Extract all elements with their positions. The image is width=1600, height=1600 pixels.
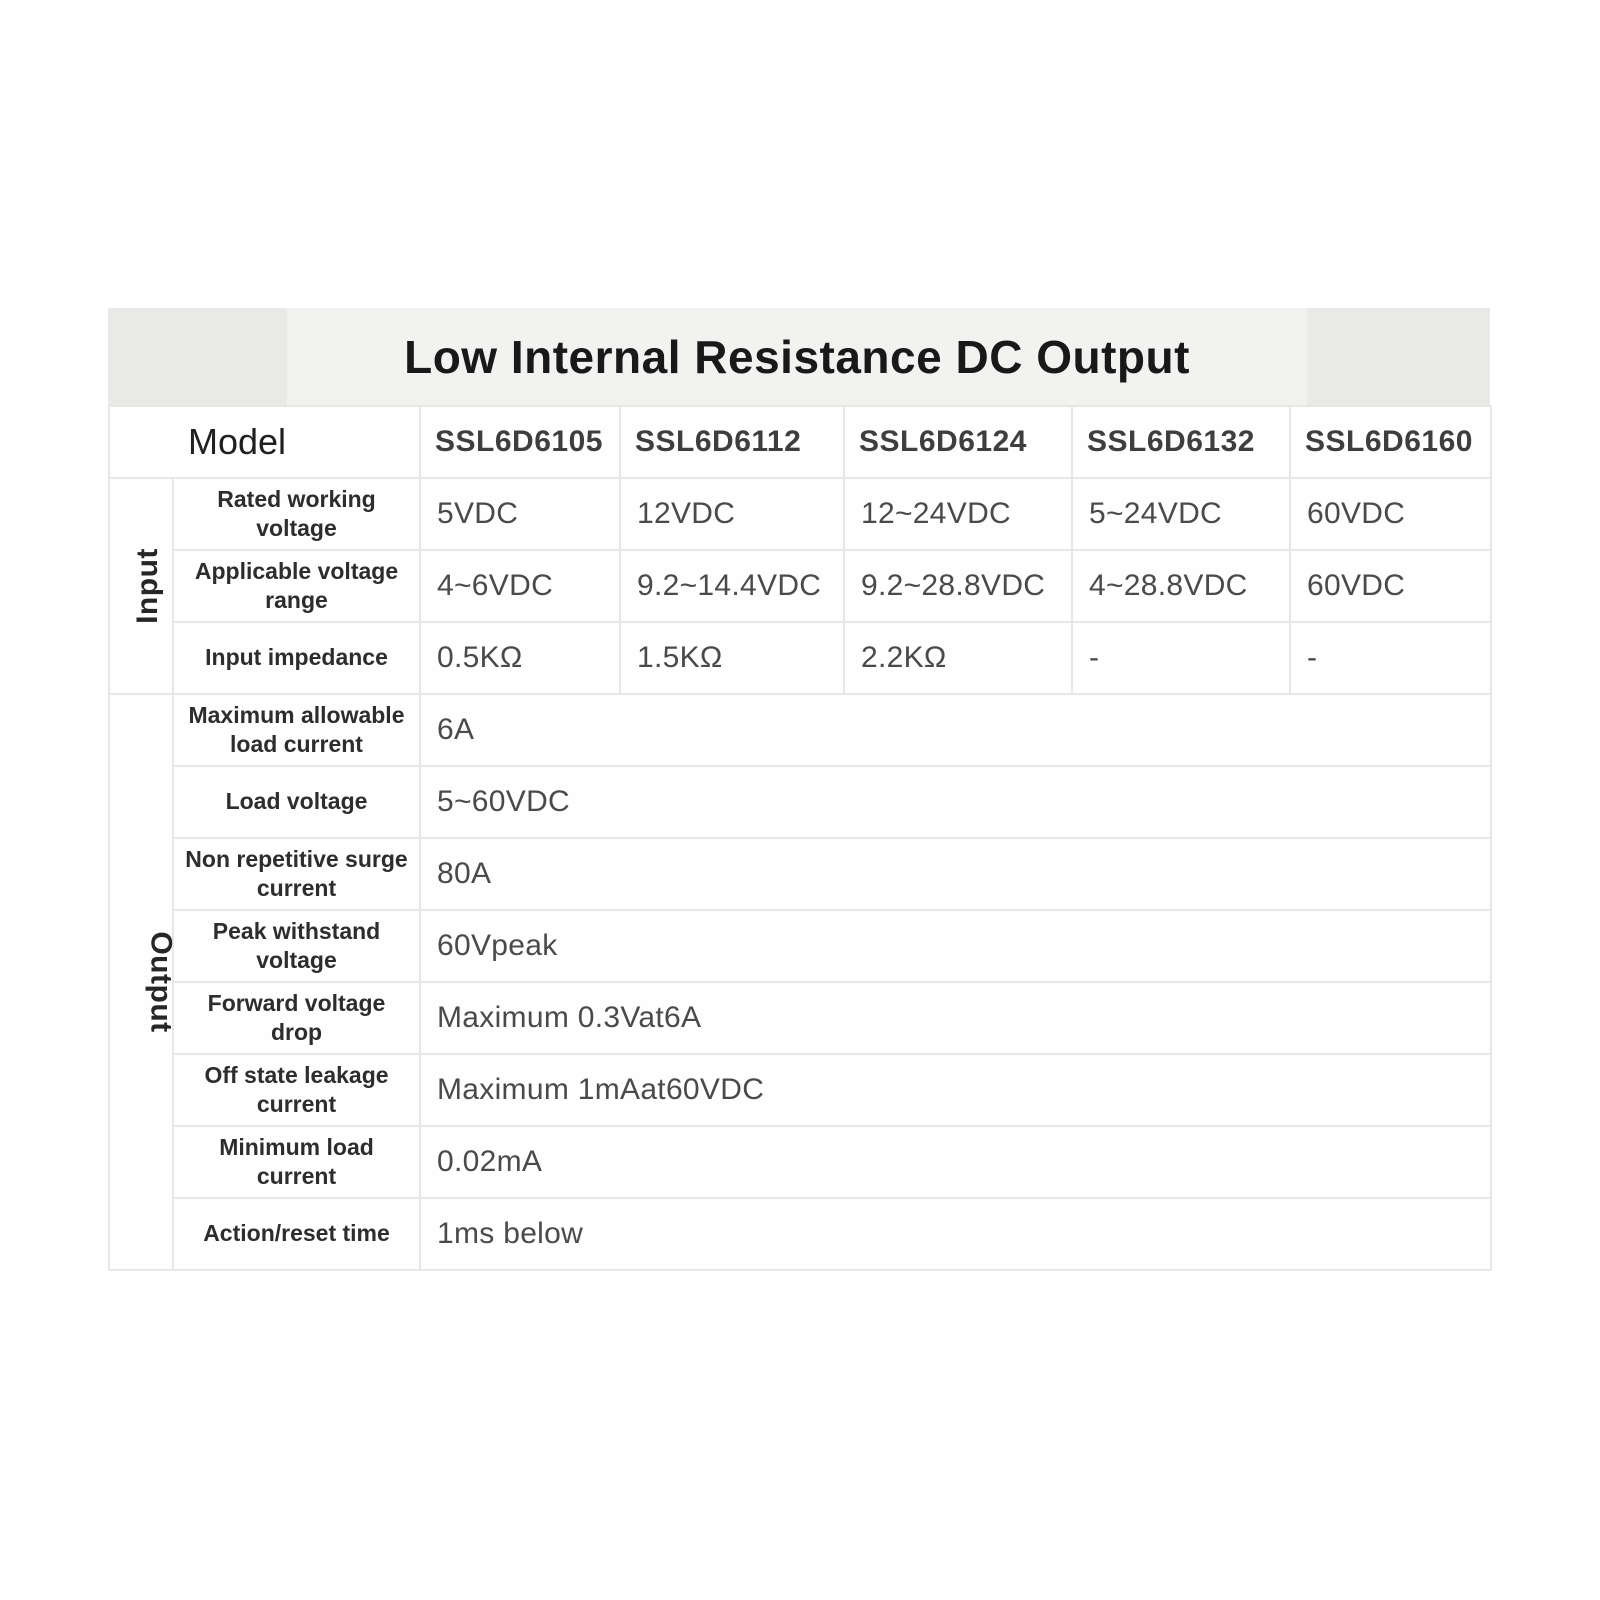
spec-table (108, 405, 1492, 1271)
param-name: Load voltage (173, 766, 420, 838)
output-section-label-cell (109, 694, 178, 1270)
param-name: Forward voltage drop (173, 982, 420, 1054)
param-value: 12VDC (620, 478, 844, 550)
table-title-bar (108, 308, 1490, 405)
param-value-merged: 5~60VDC (420, 766, 1491, 838)
param-value: 4~28.8VDC (1072, 550, 1290, 622)
model-cell: SSL6D6124 (844, 406, 1072, 478)
table-row (109, 478, 1491, 550)
table-row (109, 550, 1491, 622)
page-title: Low Internal Resistance DC Output (404, 330, 1190, 383)
output-section-label: Output (144, 931, 178, 1033)
param-value: 5~24VDC (1072, 478, 1290, 550)
param-value: - (1072, 622, 1290, 694)
param-value: 60VDC (1290, 550, 1491, 622)
param-value-merged: 6A (420, 694, 1491, 766)
param-value: 2.2KΩ (844, 622, 1072, 694)
param-value-merged: 1ms below (420, 1198, 1491, 1270)
table-row (109, 622, 1491, 694)
param-value: 1.5KΩ (620, 622, 844, 694)
model-cell: SSL6D6160 (1290, 406, 1491, 478)
param-value-merged: 80A (420, 838, 1491, 910)
model-row (109, 406, 1491, 478)
param-name: Rated working voltage (173, 478, 420, 550)
param-name: Applicable voltage range (173, 550, 420, 622)
table-row (109, 1126, 1491, 1198)
param-name: Action/reset time (173, 1198, 420, 1270)
param-value: 12~24VDC (844, 478, 1072, 550)
param-value-merged: Maximum 0.3Vat6A (420, 982, 1491, 1054)
param-name: Maximum allowable load current (173, 694, 420, 766)
model-header-cell: Model (109, 406, 420, 478)
table-row (109, 838, 1491, 910)
param-value: 9.2~14.4VDC (620, 550, 844, 622)
param-name: Non repetitive surge current (173, 838, 420, 910)
table-row (109, 694, 1491, 766)
table-row (109, 982, 1491, 1054)
param-name: Input impedance (173, 622, 420, 694)
table-row (109, 1054, 1491, 1126)
model-cell: SSL6D6132 (1072, 406, 1290, 478)
param-value-merged: Maximum 1mAat60VDC (420, 1054, 1491, 1126)
table-row (109, 766, 1491, 838)
table-row (109, 910, 1491, 982)
input-section-label: Input (130, 548, 164, 624)
model-cell: SSL6D6112 (620, 406, 844, 478)
param-value: 9.2~28.8VDC (844, 550, 1072, 622)
param-value: - (1290, 622, 1491, 694)
param-name: Minimum load current (173, 1126, 420, 1198)
table-row (109, 1198, 1491, 1270)
param-value-merged: 60Vpeak (420, 910, 1491, 982)
param-name: Peak withstand voltage (173, 910, 420, 982)
param-value: 60VDC (1290, 478, 1491, 550)
param-value: 5VDC (420, 478, 620, 550)
param-value: 0.5KΩ (420, 622, 620, 694)
param-value-merged: 0.02mA (420, 1126, 1491, 1198)
spec-table-panel (108, 308, 1490, 1271)
param-value: 4~6VDC (420, 550, 620, 622)
model-cell: SSL6D6105 (420, 406, 620, 478)
input-section-label-cell (109, 478, 173, 694)
table-title-backdrop (287, 308, 1307, 405)
param-name: Off state leakage current (173, 1054, 420, 1126)
